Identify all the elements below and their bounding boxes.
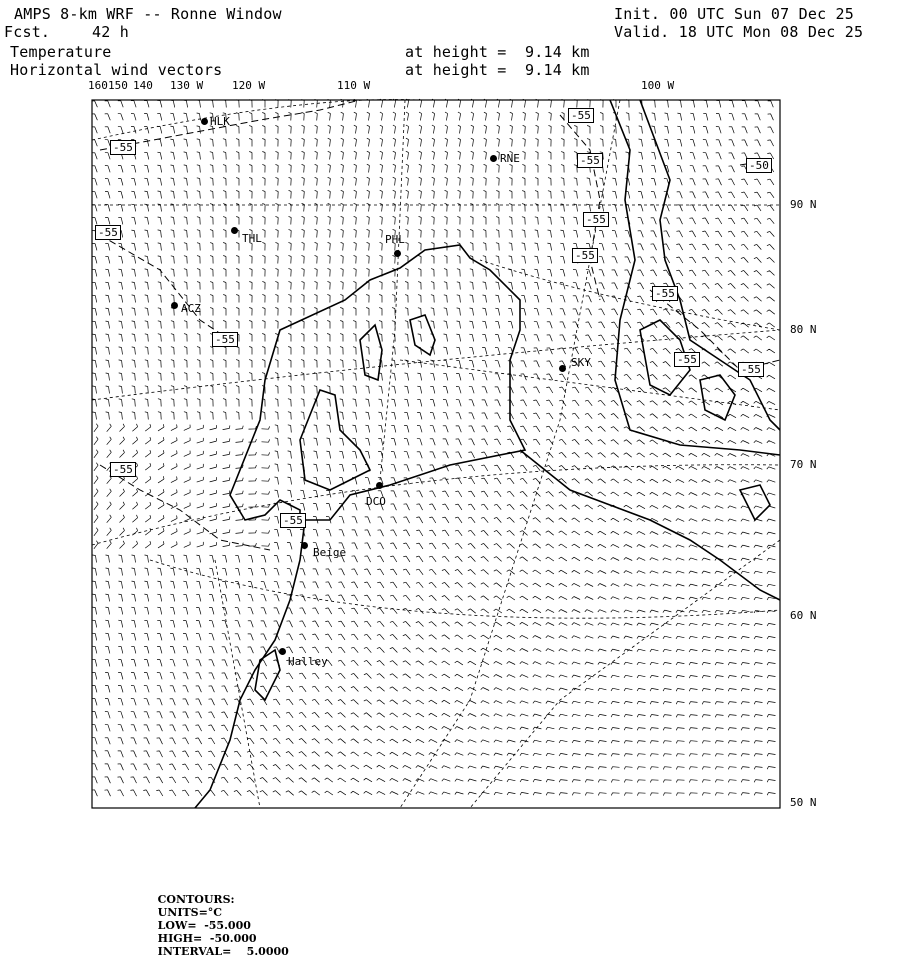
contour-legend	[150, 880, 295, 958]
lon-line	[380, 100, 405, 480]
station-marker	[376, 482, 383, 489]
coast-west	[255, 650, 280, 700]
model-title: AMPS 8-km WRF -- Ronne Window	[14, 5, 282, 23]
contour-value-label: -55	[738, 362, 764, 377]
coast-east	[520, 450, 780, 600]
field-temperature: Temperature	[10, 43, 112, 61]
lon-line	[400, 100, 620, 808]
lat-label: 70 N	[790, 458, 817, 471]
contour-value-label: -55	[110, 140, 136, 155]
contour-line	[100, 100, 360, 150]
high-label: HIGH= -50.000	[157, 932, 257, 945]
lon-label: 140	[133, 79, 153, 92]
lat-line	[150, 560, 780, 618]
interval-label: INTERVAL= 5.0000	[157, 945, 289, 958]
station-marker	[279, 648, 286, 655]
units-label: UNITS=°C	[157, 906, 223, 919]
forecast-label: Fcst.	[4, 23, 51, 41]
lon-label: 130 W	[170, 79, 204, 92]
height-temperature: at height = 9.14 km	[405, 43, 590, 61]
island-outline	[740, 485, 770, 520]
wind-barb-field	[92, 99, 776, 796]
station-marker	[171, 302, 178, 309]
station-label: HLK	[210, 115, 230, 128]
contour-value-label: -55	[577, 153, 603, 168]
ice-shelf-outline	[230, 245, 525, 520]
lat-label: 60 N	[790, 609, 817, 622]
station-label: DCO	[366, 495, 386, 508]
island-outline	[700, 375, 735, 420]
low-label: LOW= -55.000	[157, 919, 251, 932]
station-label: Halley	[288, 655, 328, 668]
station-label: ACZ	[181, 302, 201, 315]
contour-line	[560, 115, 600, 300]
station-label: SKY	[571, 356, 591, 369]
lon-label: 160	[88, 79, 108, 92]
wind-barb-pattern	[92, 99, 776, 796]
contour-value-label: -50	[746, 158, 772, 173]
forecast-hours: 42 h	[92, 23, 129, 41]
valid-time: Valid. 18 UTC Mon 08 Dec 25	[614, 23, 864, 41]
lat-line	[92, 100, 420, 141]
contour-value-label: -55	[674, 352, 700, 367]
island-outline	[360, 325, 382, 380]
lat-label: 90 N	[790, 198, 817, 211]
station-marker	[394, 250, 401, 257]
init-time: Init. 00 UTC Sun 07 Dec 25	[614, 5, 854, 23]
contour-value-label: -55	[572, 248, 598, 263]
station-label: Beige	[313, 546, 347, 559]
lon-label: 100 W	[641, 79, 675, 92]
station-label: RNE	[500, 152, 520, 165]
contour-value-label: -55	[568, 108, 594, 123]
contour-value-label: -55	[95, 225, 121, 240]
height-wind: at height = 9.14 km	[405, 61, 590, 79]
lat-label: 50 N	[790, 796, 817, 809]
contour-value-label: -55	[110, 462, 136, 477]
station-marker	[231, 227, 238, 234]
station-marker	[559, 365, 566, 372]
contour-value-label: -55	[652, 286, 678, 301]
station-marker	[490, 155, 497, 162]
contours-label: CONTOURS:	[157, 893, 235, 906]
lon-line	[480, 260, 780, 330]
lon-label: 120 W	[232, 79, 266, 92]
lon-label: 110 W	[337, 79, 371, 92]
island-outline	[300, 390, 370, 490]
contour-value-label: -55	[280, 513, 306, 528]
contour-value-label: -55	[212, 332, 238, 347]
station-label: THL	[242, 232, 262, 245]
lon-label: 150	[108, 79, 128, 92]
lat-label: 80 N	[790, 323, 817, 336]
field-wind-vectors: Horizontal wind vectors	[10, 61, 223, 79]
station-label: PHL	[385, 233, 405, 246]
lon-line	[215, 560, 260, 808]
station-marker	[201, 118, 208, 125]
contour-value-label: -55	[583, 212, 609, 227]
temperature-contours	[100, 100, 780, 550]
peninsula-outline	[640, 100, 780, 430]
contour-line	[100, 235, 230, 340]
station-marker	[301, 542, 308, 549]
